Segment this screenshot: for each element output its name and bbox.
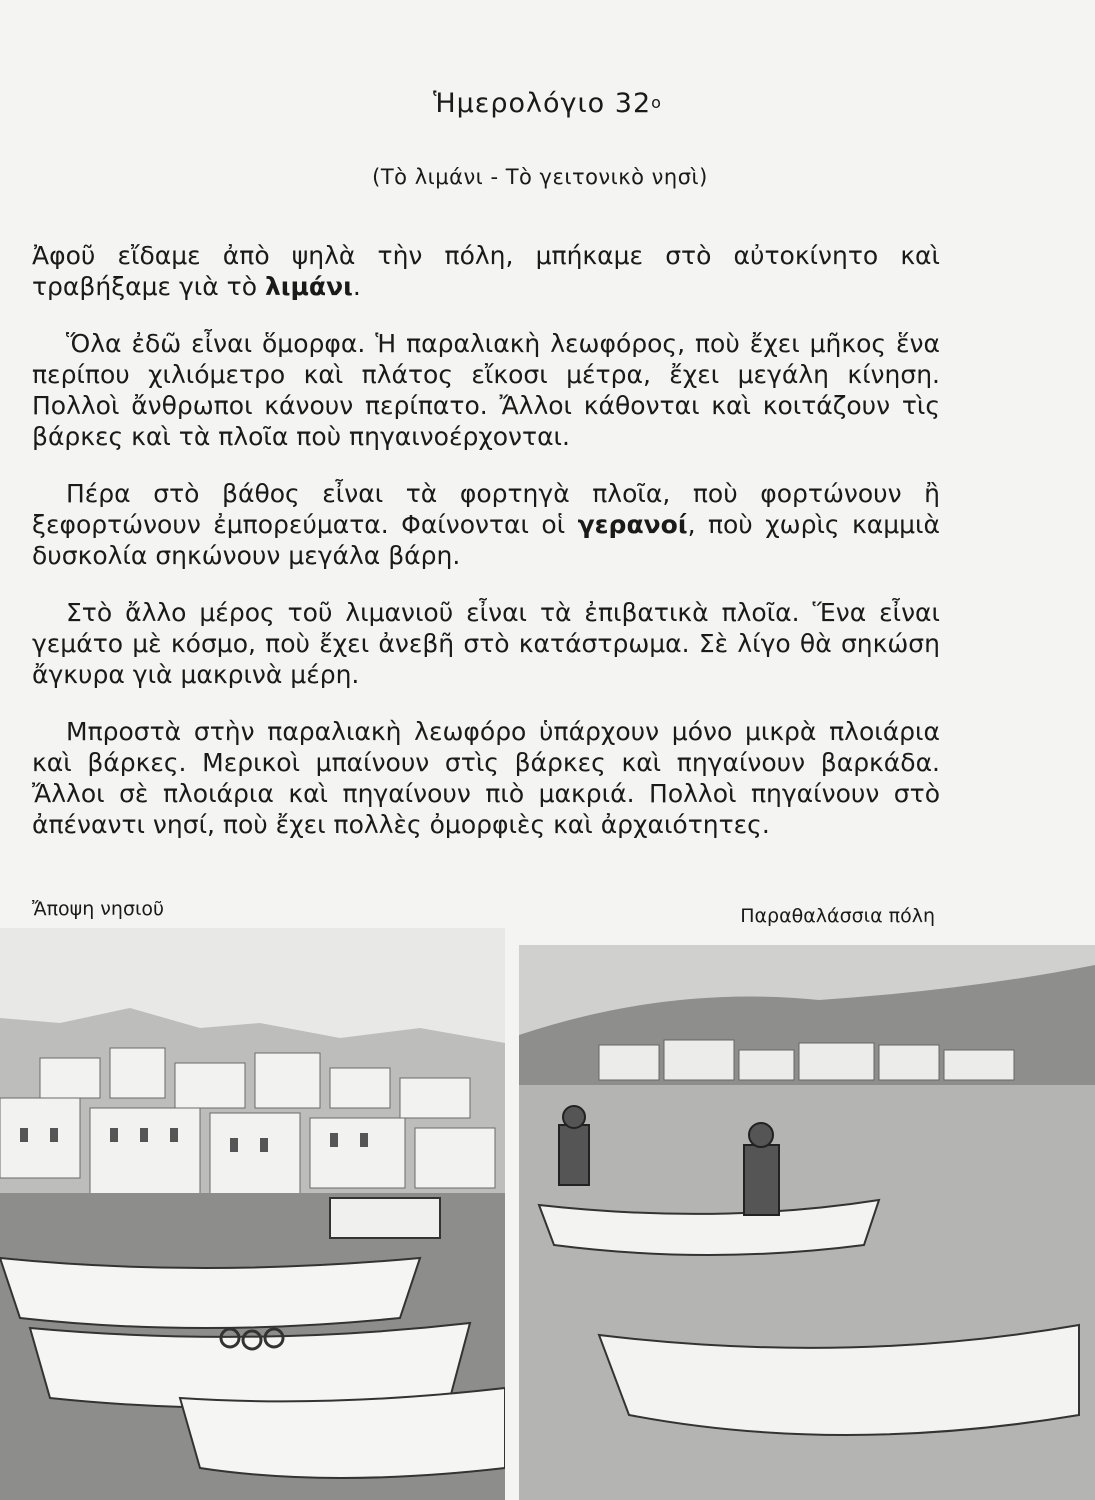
paragraph: Πέρα στὸ βάθος εἶναι τὰ φορτηγὰ πλοῖα, ποὺ φορτώνουν ἢ ξεφορτώνουν ἐμπορεύματα. Φαίνονται οἱ γερανοί, ποὺ χωρὶς καμμιὰ δυσκολία σηκώνουν μεγάλα βάρη.: [32, 479, 940, 570]
caption-island-view: Ἄποψη νησιοῦ: [32, 898, 165, 920]
caption-seaside-city: Παραθαλάσσια πόλη: [740, 905, 935, 927]
seaside-city-photo: [519, 945, 1095, 1500]
paragraph: Μπροστὰ στὴν παραλιακὴ λεωφόρο ὑπάρχουν μόνο μικρὰ πλοιάρια καὶ βάρκες. Μερικοὶ μπαίνουν στὶς βάρκες καὶ πηγαίνουν βαρκάδα. Ἄλλοι σὲ πλοιάρια καὶ πηγαίνουν πιὸ μακριά. Πολλοὶ πηγαίνουν στὸ ἀπέναντι νησί, ποὺ ἔχει πολλὲς ὀμορφιὲς καὶ ἀρχαιότητες.: [32, 717, 940, 839]
island-harbor-photo: [0, 928, 505, 1500]
page-subtitle: (Τὸ λιμάνι - Τὸ γειτονικὸ νησὶ): [372, 165, 708, 189]
paragraph: Στὸ ἄλλο μέρος τοῦ λιμανιοῦ εἶναι τὰ ἐπιβατικὰ πλοῖα. Ἕνα εἶναι γεμάτο μὲ κόσμο, ποὺ ἔχει ἀνεβῆ στὸ κατάστρωμα. Σὲ λίγο θὰ σηκώση ἄγκυρα γιὰ μακρινὰ μέρη.: [32, 598, 940, 689]
body-text: [32, 240, 940, 866]
paragraph: Ἀφοῦ εἴδαμε ἀπὸ ψηλὰ τὴν πόλη, μπήκαμε στὸ αὐτοκίνητο καὶ τραβήξαμε γιὰ τὸ λιμάνι.: [32, 241, 940, 301]
page-title: Ἡμερολόγιο $32^o$: [433, 88, 662, 119]
paragraph: Ὅλα ἐδῶ εἶναι ὅμορφα. Ἡ παραλιακὴ λεωφόρος, ποὺ ἔχει μῆκος ἕνα περίπου χιλιόμετρο καὶ πλάτος εἴκοσι μέτρα, ἔχει μεγάλη κίνηση. Πολλοὶ ἄνθρωποι κάνουν περίπατο. Ἄλλοι κάθονται καὶ κοιτάζουν τὶς βάρκες καὶ τὰ πλοῖα ποὺ πηγαινοέρχονται.: [32, 329, 940, 451]
